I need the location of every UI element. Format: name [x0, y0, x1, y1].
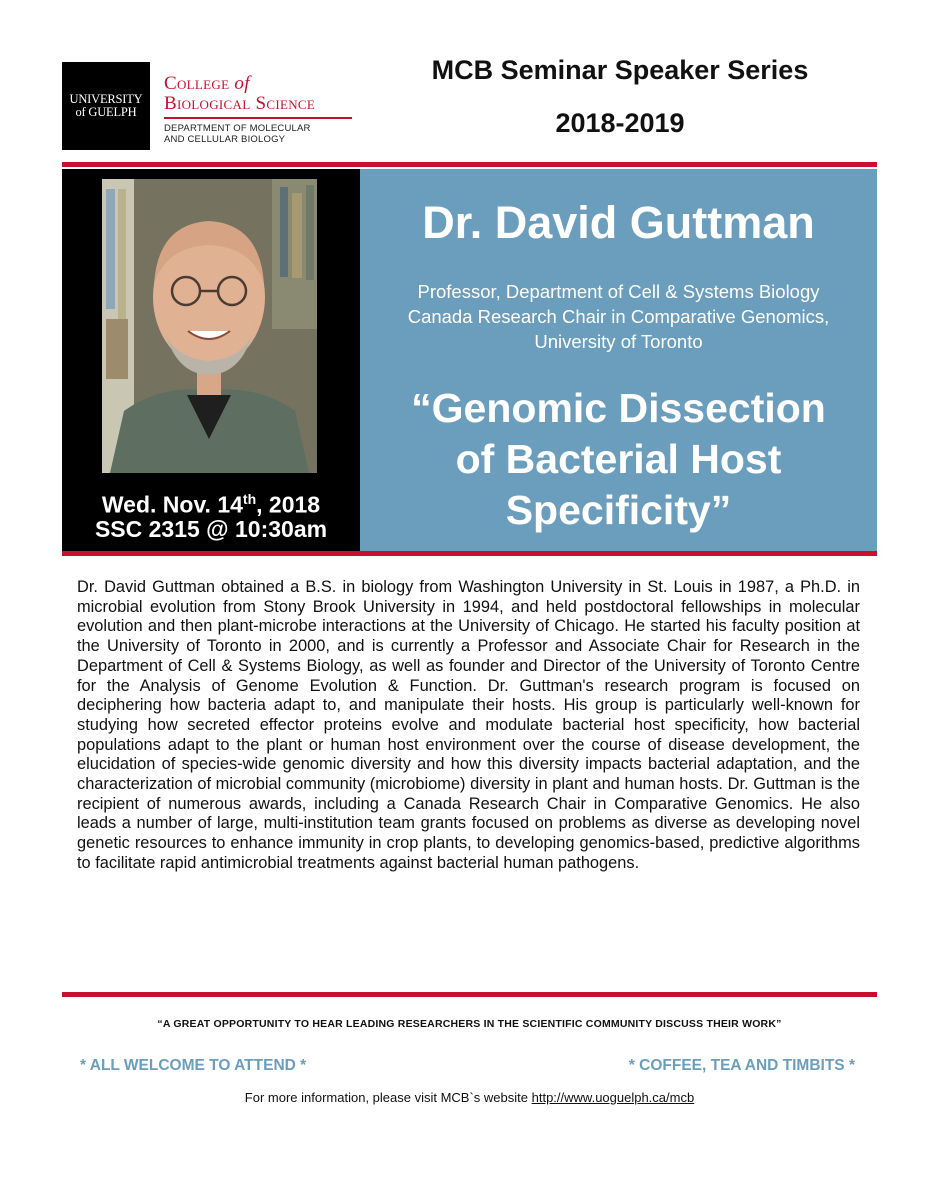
uog-logo-line1: UNIVERSITY: [69, 92, 143, 106]
talk-title-line: “Genomic Dissection: [411, 385, 826, 431]
speaker-bio: Dr. David Guttman obtained a B.S. in biology from Washington University in St. Louis in 1987, a Ph.D. in microbial evolution from Stony Brook University in 1994, and held postdoctoral fellowships in molecular evolution and then plant-microbe interactions at the University of Chicago. He started his faculty position at the University of Toronto in 2000, and is currently a Professor and Associate Chair for Research in the Department of Cell & Systems Biology, as well as founder and Director of the University of Toronto Centre for the Analysis of Genome Evolution & Function. Dr. Guttman's research program is focused on deciphering how bacteria adapt to, and manipulate their hosts. His group is particularly well-known for studying how secreted effector proteins evolve and modulate bacterial host specificity, how bacterial populations adapt to the plant or human host environment over the course of disease development, the elucidation of species-wide genomic diversity and how this diversity impacts bacterial adaptation, and the characterization of microbial community (microbiome) diversity in plant and human hosts. Dr. Guttman is the recipient of numerous awards, including a Canada Research Chair in Comparative Genomics. He also leads a number of large, multi-institution team grants focused on problems as diverse as developing novel genetic resources to enhance immunity in crop plants, to developing genomics-based, predictive algorithms to facilitate rapid antimicrobial treatments against bacterial human pathogens.: [77, 578, 860, 872]
department-name-line2: AND CELLULAR BIOLOGY: [164, 133, 286, 145]
top-divider: [62, 162, 877, 167]
talk-title-line: Specificity”: [505, 487, 732, 533]
affiliation-line: Professor, Department of Cell & Systems Biology: [417, 281, 820, 302]
more-info: [62, 1090, 877, 1105]
bottom-divider: [62, 992, 877, 997]
university-of-guelph-logo: [62, 62, 150, 150]
tagline: “A GREAT OPPORTUNITY TO HEAR LEADING RESEARCHERS IN THE SCIENTIFIC COMMUNITY DISCUSS THEIR WORK”: [157, 1018, 782, 1030]
uog-logo-line2: of GUELPH: [75, 105, 137, 119]
speaker-name: Dr. David Guttman: [422, 197, 815, 248]
talk-title-line: of Bacterial Host: [455, 436, 782, 482]
speaker-photo: [102, 179, 317, 473]
hero-right-panel: [360, 169, 877, 551]
middle-divider: [62, 551, 877, 556]
event-date: Wed. Nov. 14th, 2018: [101, 491, 321, 518]
college-logo: [164, 74, 364, 145]
department-name-line1: DEPARTMENT OF MOLECULAR: [164, 122, 311, 134]
college-name-line2: Biological Science: [164, 93, 316, 114]
college-name-line1: College of: [164, 73, 250, 94]
more-info-text: For more information, please visit MCB`s website: [244, 1090, 532, 1105]
event-location-time: SSC 2315 @ 10:30am: [94, 516, 328, 542]
all-welcome-note: * ALL WELCOME TO ATTEND *: [80, 1057, 307, 1074]
speaker-photo-illustration: [102, 179, 317, 473]
mcb-website-link[interactable]: http://www.uoguelph.ca/mcb: [531, 1090, 695, 1105]
refreshments-note: * COFFEE, TEA AND TIMBITS *: [628, 1057, 855, 1074]
hero-section: [62, 169, 877, 551]
affiliation-line: University of Toronto: [534, 331, 703, 352]
series-title: MCB Seminar Speaker Series: [431, 55, 809, 85]
affiliation-line: Canada Research Chair in Comparative Genomics,: [407, 306, 830, 327]
hero-left-panel: [62, 169, 360, 551]
college-logo-rule: [164, 117, 352, 119]
series-year: 2018-2019: [555, 108, 685, 138]
